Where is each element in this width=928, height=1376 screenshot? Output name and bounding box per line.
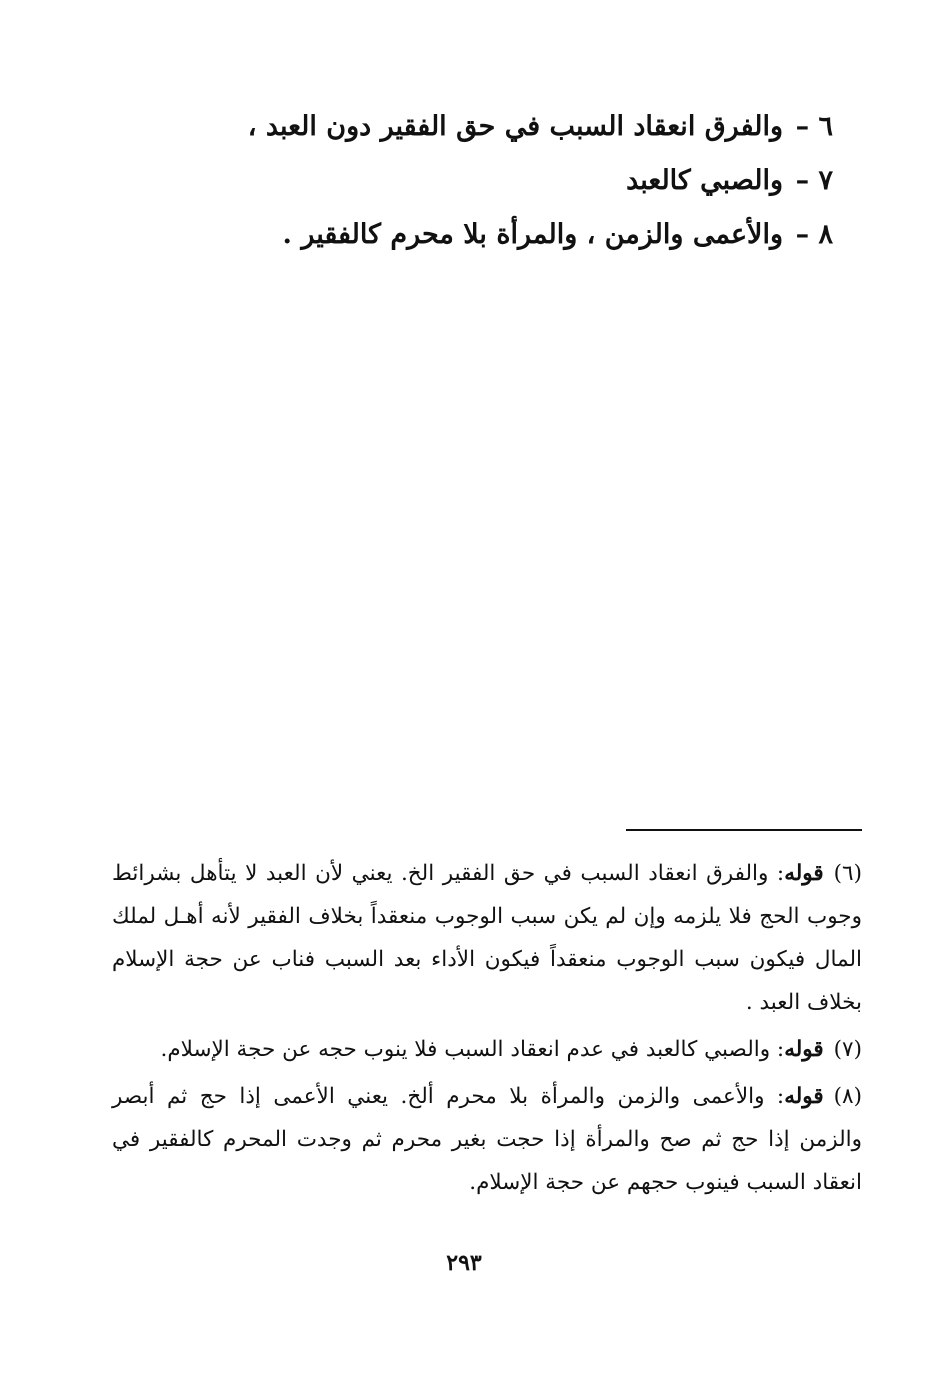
footnote-keyword: قوله (784, 861, 824, 886)
main-item-text: والفرق انعقاد السبب في حق الفقير دون العبد ، (247, 111, 783, 142)
main-item-text: والأعمى والزمن ، والمرأة بلا محرم كالفقير . (282, 219, 783, 250)
footnote-divider (626, 829, 862, 831)
footnote-ref: (٧) (833, 1037, 862, 1062)
footnote-ref: (٦) (833, 861, 862, 886)
footnote-8 (112, 1075, 862, 1204)
main-item-8 (133, 208, 833, 262)
footnote-text: : والفرق انعقاد السبب في حق الفقير الخ. يعني لأن العبد لا يتأهل بشرائط وجوب الحج فلا يلزمه وإن لم يكن سبب الوجوب منعقداً بخلاف الفقير لأنه أهـل لملك المال فيكون سبب الوجوب منعقداً فيكون الأداء بعد السبب فناب عن حجة الإسلام بخلاف العبد . (112, 861, 862, 1015)
footnote-6 (112, 852, 862, 1024)
main-item-number: ٨ – (795, 219, 833, 250)
main-text (133, 100, 833, 262)
main-item-number: ٧ – (795, 165, 833, 196)
footnote-7 (112, 1028, 862, 1071)
main-item-7 (133, 154, 833, 208)
footnotes (112, 852, 862, 1208)
page-number: ٢٩٣ (446, 1250, 482, 1276)
footnote-text: : والصبي كالعبد في عدم انعقاد السبب فلا ينوب حجه عن حجة الإسلام. (160, 1037, 785, 1062)
footnote-ref: (٨) (833, 1084, 862, 1109)
main-item-6 (133, 100, 833, 154)
footnote-keyword: قوله (784, 1084, 824, 1109)
footnote-keyword: قوله (784, 1037, 824, 1062)
main-item-text: والصبي كالعبد (626, 165, 783, 196)
footnote-text: : والأعمى والزمن والمرأة بلا محرم ألخ. يعني الأعمى إذا حج ثم أبصر والزمن إذا حج ثم صح والمرأة إذا حجت بغير محرم ثم وجدت المحرم كالفقير في انعقاد السبب فينوب حجهم عن حجة الإسلام. (112, 1084, 862, 1195)
main-item-number: ٦ – (795, 111, 833, 142)
